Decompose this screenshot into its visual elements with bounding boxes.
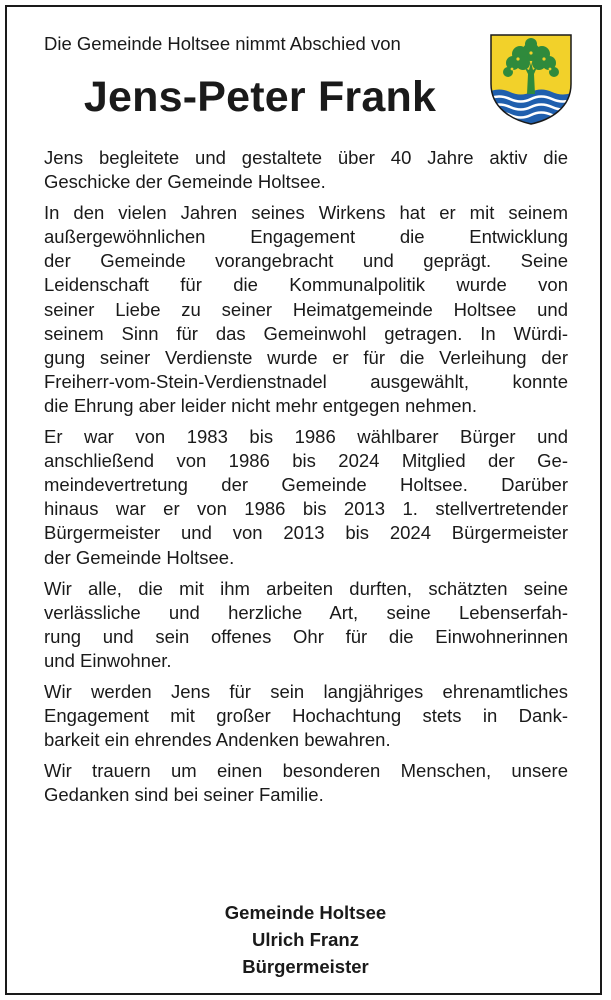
text-line: Wir alle, die mit ihm arbeiten durften, schätzten seine	[44, 577, 568, 599]
text-line: hinaus war er von 1986 bis 2013 1. stellvertretender	[44, 498, 568, 520]
text-line: die Ehrung aber leider nicht mehr entgegen nehmen.	[44, 394, 477, 416]
text-line: verlässliche und herzliche Art, seine Lebenserfah-	[44, 601, 568, 623]
paragraph-3	[44, 425, 568, 570]
text-line: Er war von 1983 bis 1986 wählbarer Bürger und	[44, 426, 568, 448]
text-line: Wir trauern um einen besonderen Menschen, unsere	[44, 760, 568, 782]
text-line: rung und sein offenes Ohr für die Einwohnerinnen	[44, 625, 568, 647]
intro-text: Die Gemeinde Holtsee nimmt Abschied von	[44, 33, 401, 54]
text-line: Leidenschaft für die Kommunalpolitik wurde von	[44, 274, 568, 296]
text-line: außergewöhnlichen Engagement die Entwicklung	[44, 226, 568, 248]
text-line: barkeit ein ehrendes Andenken bewahren.	[44, 729, 391, 751]
text-line: Freiherr-vom-Stein-Verdienstnadel ausgewählt, konnte	[44, 370, 568, 392]
text-line: seinem Sinn für das Gemeinwohl getragen. In Würdi-	[44, 322, 568, 344]
text-line: Geschicke der Gemeinde Holtsee.	[44, 171, 326, 193]
signature-organization: Gemeinde Holtsee	[224, 902, 387, 923]
paragraph-5	[44, 680, 568, 752]
text-line: und Einwohner.	[44, 649, 172, 671]
text-line: gung seiner Verdienste wurde er für die Verleihung der	[44, 346, 568, 368]
signature-person: Ulrich Franz	[252, 929, 359, 950]
text-line: seiner Liebe zu seiner Heimatgemeinde Holtsee und	[44, 298, 568, 320]
signature-block	[0, 899, 611, 980]
text-line: Engagement mit großer Hochachtung stets in Dank-	[44, 705, 568, 727]
text-line: meindevertretung der Gemeinde Holtsee. Darüber	[44, 474, 568, 496]
text-line: der Gemeinde Holtsee.	[44, 546, 235, 568]
text-line: Wir werden Jens für sein langjähriges ehrenamtliches	[44, 680, 568, 702]
paragraph-1	[44, 146, 568, 194]
text-line: In den vielen Jahren seines Wirkens hat er mit seinem	[44, 202, 568, 224]
text-line: Bürgermeister und von 2013 bis 2024 Bürgermeister	[44, 522, 568, 544]
signature-title: Bürgermeister	[242, 956, 369, 977]
paragraph-4	[44, 577, 568, 673]
text-line: anschließend von 1986 bis 2024 Mitglied der Ge-	[44, 450, 568, 472]
paragraph-2	[44, 201, 568, 418]
coat-of-arms-icon	[488, 32, 574, 126]
text-line: Gedanken sind bei seiner Familie.	[44, 784, 324, 806]
deceased-name: Jens-Peter Frank	[83, 73, 437, 121]
paragraph-6	[44, 759, 568, 807]
obituary-body	[44, 146, 568, 814]
text-line: der Gemeinde vorangebracht und geprägt. Seine	[44, 250, 568, 272]
text-line: Jens begleitete und gestaltete über 40 Jahre aktiv die	[44, 147, 568, 168]
